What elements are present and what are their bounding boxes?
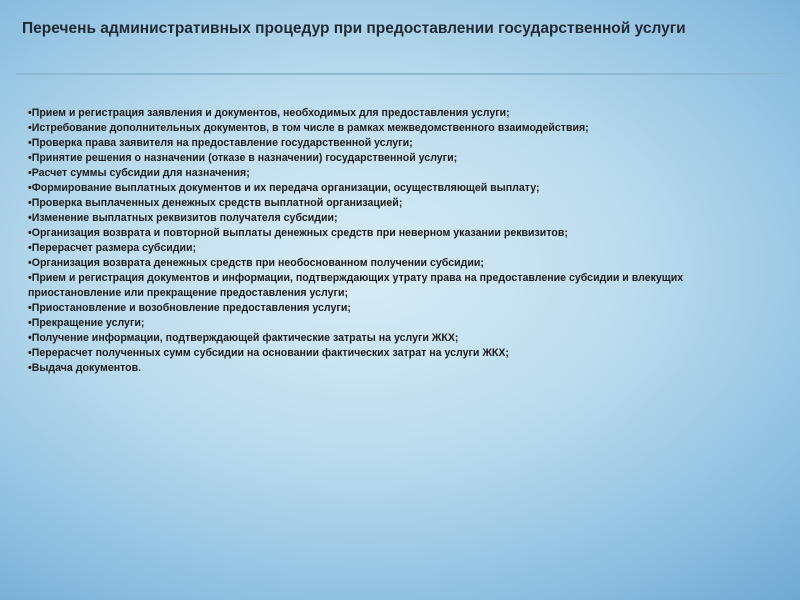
list-item: [28, 166, 768, 181]
list-item: [28, 271, 768, 301]
list-item: [28, 301, 768, 316]
list-item: [28, 361, 768, 376]
list-item-text: Выдача документов.: [31, 362, 142, 374]
bullet-icon: •: [28, 212, 32, 224]
list-item-text: Расчет суммы субсидии для назначения;: [31, 167, 250, 179]
list-item: [28, 151, 768, 166]
bullet-icon: •: [28, 122, 32, 134]
list-item-text: Организация возврата денежных средств при необоснованном получении субсидии;: [31, 257, 484, 269]
list-item-text: Прекращение услуги;: [31, 317, 145, 329]
list-item-text: Перерасчет полученных сумм субсидии на основании фактических затрат на услуги ЖКХ;: [31, 347, 509, 359]
list-item-text: Приостановление и возобновление предоставления услуги;: [31, 302, 351, 314]
list-item: [28, 226, 768, 241]
bullet-icon: •: [28, 302, 32, 314]
list-item: [28, 331, 768, 346]
list-item: [28, 241, 768, 256]
bullet-icon: •: [28, 107, 32, 119]
bullet-icon: •: [28, 227, 32, 239]
list-item: [28, 211, 768, 226]
bullet-icon: •: [28, 182, 32, 194]
list-item: [28, 256, 768, 271]
list-item: [28, 346, 768, 361]
bullet-icon: •: [28, 332, 32, 344]
bullet-icon: •: [28, 197, 32, 209]
list-item-text: Проверка выплаченных денежных средств выплатной организацией;: [31, 197, 403, 209]
bullet-icon: •: [28, 272, 32, 284]
bullet-icon: •: [28, 167, 32, 179]
title-divider: [16, 73, 786, 75]
slide-title: Перечень административных процедур при предоставлении государственной услуги: [22, 20, 686, 37]
list-item: [28, 196, 768, 211]
list-item-text: Организация возврата и повторной выплаты денежных средств при неверном указании реквизитов;: [31, 227, 568, 239]
list-item-text: Получение информации, подтверждающей фактические затраты на услуги ЖКХ;: [31, 332, 459, 344]
procedures-list: [28, 106, 768, 376]
list-item: [28, 136, 768, 151]
list-item-text: Проверка права заявителя на предоставление государственной услуги;: [31, 137, 413, 149]
list-item-text: Перерасчет размера субсидии;: [31, 242, 196, 254]
list-item: [28, 316, 768, 331]
bullet-icon: •: [28, 257, 32, 269]
list-item-text: Прием и регистрация заявления и документов, необходимых для предоставления услуги;: [31, 107, 510, 119]
bullet-icon: •: [28, 347, 32, 359]
list-item: [28, 106, 768, 121]
bullet-icon: •: [28, 362, 32, 374]
bullet-icon: •: [28, 242, 32, 254]
bullet-icon: •: [28, 137, 32, 149]
list-item-text: Принятие решения о назначении (отказе в назначении) государственной услуги;: [31, 152, 458, 164]
list-item-text: Прием и регистрация документов и информации, подтверждающих утрату права на предоставление субсидии и влекущих приостановление или прекращение предоставления услуги;: [28, 272, 684, 299]
list-item-text: Истребование дополнительных документов, в том числе в рамках межведомственного взаимодействия;: [31, 122, 589, 134]
list-item: [28, 181, 768, 196]
list-item: [28, 121, 768, 136]
bullet-icon: •: [28, 152, 32, 164]
list-item-text: Изменение выплатных реквизитов получателя субсидии;: [31, 212, 338, 224]
list-item-text: Формирование выплатных документов и их передача организации, осуществляющей выплату;: [31, 182, 540, 194]
bullet-icon: •: [28, 317, 32, 329]
